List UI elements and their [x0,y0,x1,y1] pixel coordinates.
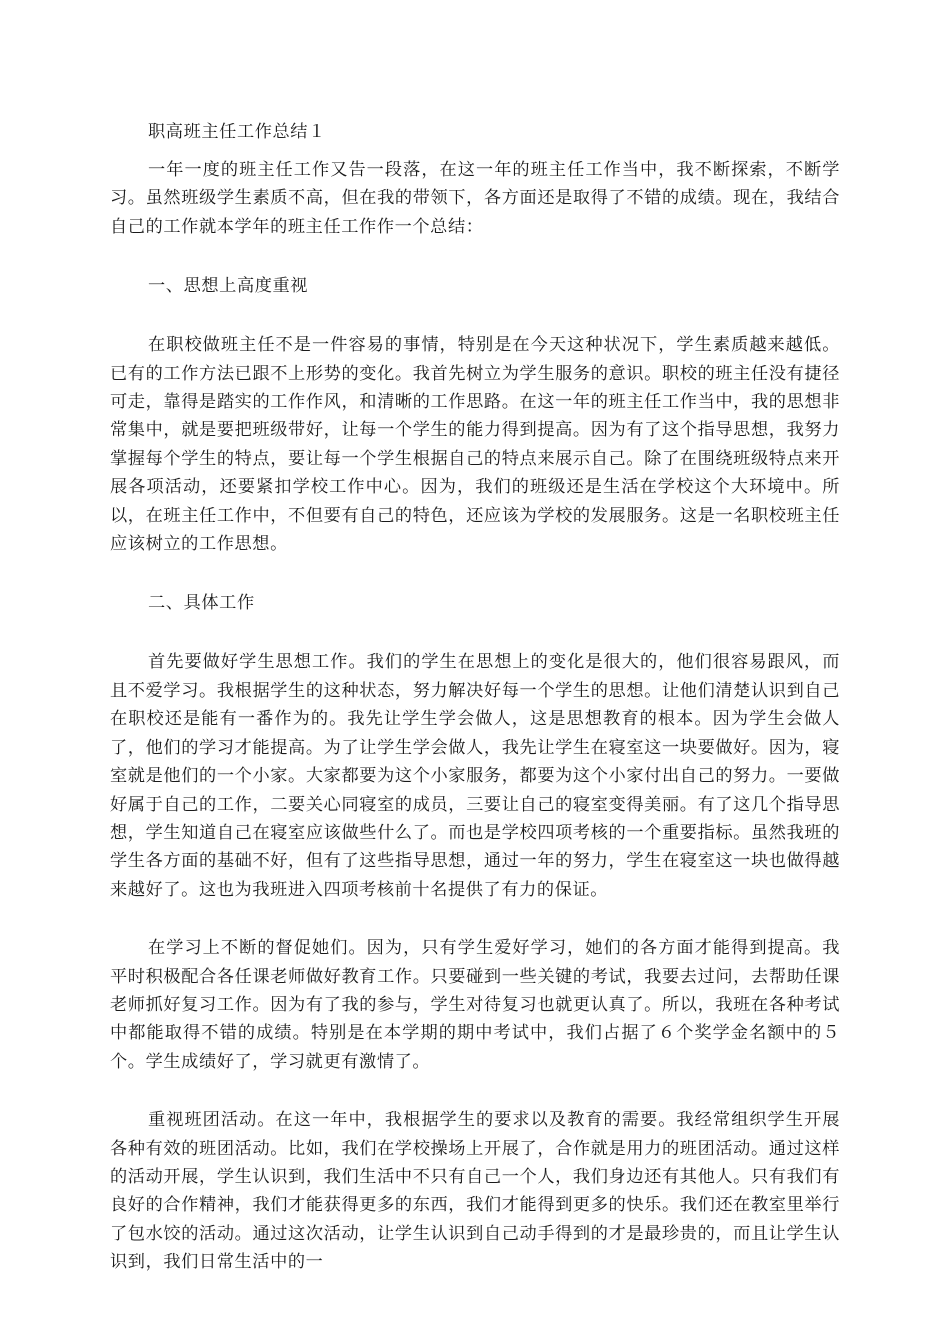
section2-paragraph-3: 重视班团活动。在这一年中，我根据学生的要求以及教育的需要。我经常组织学生开展各种有效的班团活动。比如，我们在学校操场上开展了，合作就是用力的班团活动。通过这样的活动开展，学生认识到，我们生活中不只有自己一个人，我们身边还有其他人。只有我们有良好的合作精神，我们才能获得更多的东西，我们才能得到更多的快乐。我们还在教室里举行了包水饺的活动。通过这次活动，让学生认识到自己动手得到的才是最珍贵的，而且让学生认识到，我们日常生活中的一 [110,1110,840,1273]
section2-paragraph-2: 在学习上不断的督促她们。因为，只有学生爱好学习，她们的各方面才能得到提高。我平时积极配合各任课老师做好教育工作。只要碰到一些关键的考试，我要去过问，去帮助任课老师抓好复习工作。因为有了我的参与，学生对待复习也就更认真了。所以，我班在各种考试中都能取得不错的成绩。特别是在本学期的期中考试中，我们占据了６个奖学金名额中的５个。学生成绩好了，学习就更有激情了。 [110,938,840,1072]
section1-paragraph: 在职校做班主任不是一件容易的事情，特别是在今天这种状况下，学生素质越来越低。已有的工作方法已跟不上形势的变化。我首先树立为学生服务的意识。职校的班主任没有捷径可走，靠得是踏实的工作作风，和清晰的工作思路。在这一年的班主任工作当中，我的思想非常集中，就是要把班级带好，让每一个学生的能力得到提高。因为有了这个指导思想，我努力掌握每个学生的特点，要让每一个学生根据自己的特点来展示自己。除了在围绕班级特点来开展各项活动，还要紧扣学校工作中心。因为，我们的班级还是生活在学校这个大环境中。所以，在班主任工作中，不但要有自己的特色，还应该为学校的发展服务。这是一名职校班主任应该树立的工作思想。 [110,335,840,555]
section-heading-2: 二、具体工作 [148,593,255,614]
intro-paragraph: 一年一度的班主任工作又告一段落，在这一年的班主任工作当中，我不断探索，不断学习。虽然班级学生素质不高，但在我的带领下，各方面还是取得了不错的成绩。现在，我结合自己的工作就本学年的班主任工作作一个总结： [110,160,840,237]
document-title: 职高班主任工作总结１ [148,122,326,142]
section2-paragraph-1: 首先要做好学生思想工作。我们的学生在思想上的变化是很大的，他们很容易跟风，而且不爱学习。我根据学生的这种状态，努力解决好每一个学生的思想。让他们清楚认识到自己在职校还是能有一番作为的。我先让学生学会做人，这是思想教育的根本。因为学生会做人了，他们的学习才能提高。为了让学生学会做人，我先让学生在寝室这一块要做好。因为，寝室就是他们的一个小家。大家都要为这个小家服务，都要为这个小家付出自己的努力。一要做好属于自己的工作，二要关心同寝室的成员，三要让自己的寝室变得美丽。有了这几个指导思想，学生知道自己在寝室应该做些什么了。而也是学校四项考核的一个重要指标。虽然我班的学生各方面的基础不好，但有了这些指导思想，通过一年的努力，学生在寝室这一块也做得越来越好了。这也为我班进入四项考核前十名提供了有力的保证。 [110,652,840,900]
document-page [110,118,840,1308]
section-heading-1: 一、思想上高度重视 [148,276,309,297]
